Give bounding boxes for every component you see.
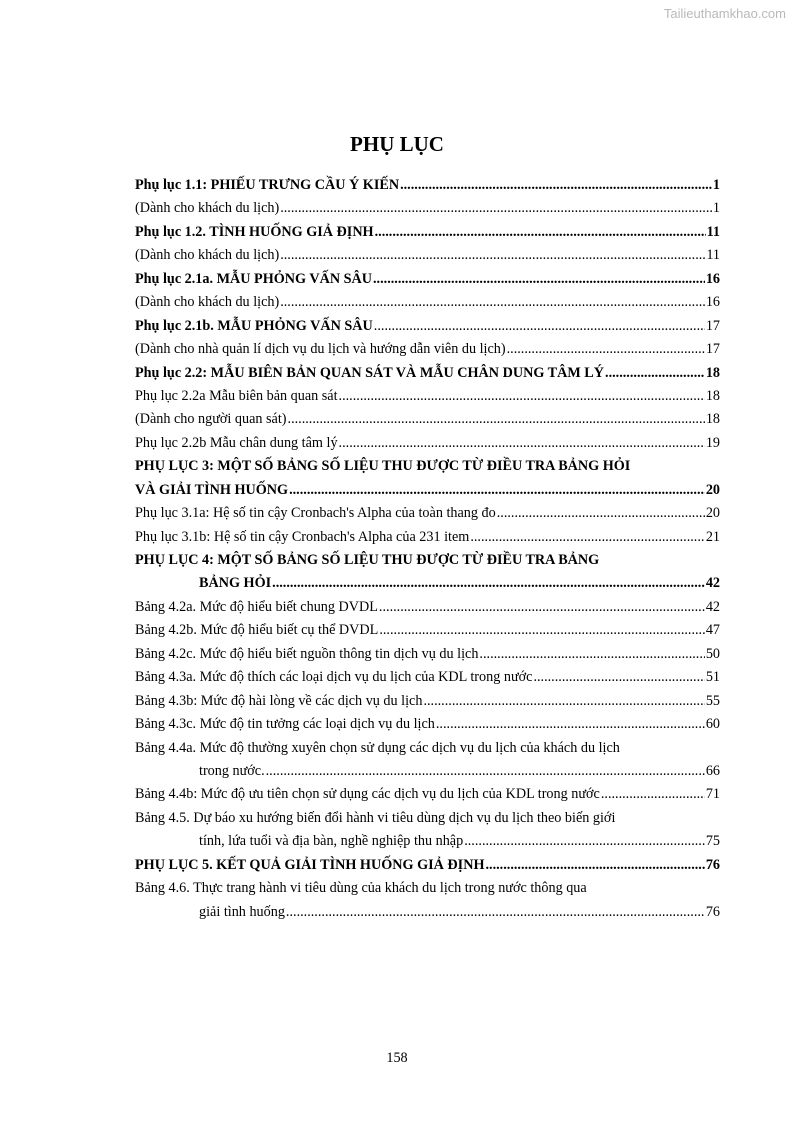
toc-page-number: 11: [706, 247, 720, 264]
toc-page-number: 42: [705, 598, 720, 615]
toc-entry-title: Phụ lục 3.1b: Hệ số tin cậy Cronbach's Alpha của 231 item: [135, 528, 470, 545]
toc-entry[interactable]: [135, 854, 720, 877]
toc-entry-title: VÀ GIẢI TÌNH HUỐNG: [135, 481, 289, 498]
toc-leader-dots: [286, 901, 705, 924]
toc-page-number: 55: [705, 692, 720, 709]
toc-page-number: 75: [705, 833, 720, 850]
toc-entry[interactable]: [135, 502, 720, 525]
toc-entry[interactable]: [135, 713, 720, 736]
toc-page-number: 11: [706, 223, 720, 240]
toc-entry-title: Phụ lục 1.1: PHIẾU TRƯNG CẦU Ý KIẾN: [135, 177, 400, 193]
toc-entry[interactable]: [135, 221, 720, 244]
toc-entry[interactable]: [135, 526, 720, 549]
toc-entry-title: Phụ lục 2.2: MẪU BIÊN BẢN QUAN SÁT VÀ MẪU CHÂN DUNG TÂM LÝ: [135, 364, 605, 381]
toc-entry-title: Phụ lục 2.2b Mẫu chân dung tâm lý: [135, 434, 338, 451]
toc-page-number: 20: [705, 481, 720, 498]
toc-entry-title: tính, lứa tuổi và địa bàn, nghề nghiệp thu nhập: [199, 833, 464, 850]
toc-leader-dots: [280, 244, 705, 267]
toc-entry-title: Bảng 4.2c. Mức độ hiểu biết nguồn thông tin dịch vụ du lịch: [135, 645, 479, 662]
toc-leader-dots: [507, 338, 705, 361]
toc-page-number: 51: [705, 669, 720, 686]
toc-entry[interactable]: [135, 783, 720, 806]
toc-entry-title: (Dành cho nhà quản lí dịch vụ du lịch và hướng dẫn viên du lịch): [135, 341, 506, 358]
toc-leader-dots: [280, 197, 712, 220]
toc-page-number: 76: [705, 903, 720, 920]
toc-entry[interactable]: [135, 408, 720, 431]
toc-entry-title: Bảng 4.3a. Mức độ thích các loại dịch vụ du lịch của KDL trong nước: [135, 669, 533, 686]
toc-leader-dots: [605, 362, 705, 385]
toc-entry-title: Phụ lục 2.2a Mẫu biên bản quan sát: [135, 387, 338, 404]
toc-page-number: 19: [705, 434, 720, 451]
toc-page-number: 16: [705, 270, 720, 287]
toc-entry[interactable]: [135, 619, 720, 642]
toc-entry[interactable]: [135, 666, 720, 689]
toc-entry[interactable]: [135, 244, 720, 267]
toc-leader-dots: [423, 690, 704, 713]
toc-entry[interactable]: [135, 432, 720, 455]
toc-entry-title: trong nước.: [199, 762, 265, 779]
toc-entry-title: Bảng 4.2a. Mức độ hiểu biết chung DVDL: [135, 598, 378, 615]
toc-entry-multiline[interactable]: [135, 877, 720, 924]
toc-entry-title: BẢNG HỎI: [199, 575, 272, 592]
toc-entry[interactable]: [135, 174, 720, 197]
toc-leader-dots: [379, 619, 704, 642]
toc-page-number: 66: [705, 762, 720, 779]
toc-entry-title-line1: Bảng 4.5. Dự báo xu hướng biến đổi hành vi tiêu dùng dịch vụ du lịch theo biến giới: [135, 809, 616, 826]
toc-leader-dots: [266, 760, 705, 783]
toc-page-number: 50: [705, 645, 720, 662]
table-of-contents: [135, 174, 720, 924]
toc-entry-title: giải tình huống: [199, 903, 285, 920]
toc-page-number: 20: [705, 505, 720, 522]
toc-entry-title-line1: Bảng 4.4a. Mức độ thường xuyên chọn sử dụng các dịch vụ du lịch của khách du lịch: [135, 739, 620, 756]
toc-leader-dots: [288, 408, 705, 431]
toc-entry-title: (Dành cho khách du lịch): [135, 294, 280, 311]
toc-page-number: 47: [705, 622, 720, 639]
toc-leader-dots: [485, 854, 704, 877]
toc-leader-dots: [280, 291, 705, 314]
toc-leader-dots: [601, 783, 705, 806]
toc-entry[interactable]: [135, 643, 720, 666]
toc-page-number: 1: [712, 177, 720, 193]
toc-page-number: 60: [705, 716, 720, 733]
toc-entry-multiline[interactable]: [135, 807, 720, 854]
toc-page-number: 21: [705, 528, 720, 545]
toc-entry-title: Bảng 4.3c. Mức độ tin tưởng các loại dịch vụ du lịch: [135, 716, 435, 733]
toc-entry-multiline[interactable]: [135, 737, 720, 784]
toc-entry-title: Phụ lục 3.1a: Hệ số tin cậy Cronbach's Alpha của toàn thang đo: [135, 505, 496, 522]
toc-entry[interactable]: [135, 268, 720, 291]
toc-page-number: 18: [705, 411, 720, 428]
toc-entry-multiline[interactable]: [135, 455, 720, 502]
toc-page-number: 17: [705, 341, 720, 358]
toc-leader-dots: [470, 526, 704, 549]
toc-entry-title-line2: [135, 760, 720, 783]
toc-entry[interactable]: [135, 197, 720, 220]
toc-page-number: 17: [705, 317, 720, 334]
toc-entry[interactable]: [135, 362, 720, 385]
toc-leader-dots: [533, 666, 704, 689]
toc-entry-title-line1: PHỤ LỤC 3: MỘT SỐ BẢNG SỐ LIỆU THU ĐƯỢC TỪ ĐIỀU TRA BẢNG HỎI: [135, 458, 631, 475]
toc-entry-title-line2: [135, 572, 720, 595]
toc-page-number: 18: [705, 364, 720, 381]
toc-entry-title: PHỤ LỤC 5. KẾT QUẢ GIẢI TÌNH HUỐNG GIẢ ĐỊNH: [135, 856, 485, 873]
toc-entry-title-line2: [135, 479, 720, 502]
toc-leader-dots: [479, 643, 704, 666]
toc-entry[interactable]: [135, 338, 720, 361]
toc-leader-dots: [373, 268, 705, 291]
toc-leader-dots: [339, 385, 705, 408]
toc-page-number: 42: [705, 575, 720, 592]
toc-leader-dots: [374, 315, 705, 338]
toc-leader-dots: [436, 713, 705, 736]
toc-leader-dots: [272, 572, 705, 595]
toc-entry[interactable]: [135, 315, 720, 338]
toc-entry-title-line2: [135, 830, 720, 853]
page-number: 158: [386, 1050, 408, 1066]
toc-leader-dots: [339, 432, 705, 455]
toc-entry-title-line1: PHỤ LỤC 4: MỘT SỐ BẢNG SỐ LIỆU THU ĐƯỢC TỪ ĐIỀU TRA BẢNG: [135, 552, 600, 568]
toc-entry[interactable]: [135, 385, 720, 408]
toc-entry-title: (Dành cho khách du lịch): [135, 200, 280, 217]
toc-leader-dots: [464, 830, 705, 853]
toc-entry-title-line2: [135, 901, 720, 924]
watermark: Tailieuthamkhao.com: [663, 6, 786, 21]
toc-entry-title: Bảng 4.4b: Mức độ ưu tiên chọn sử dụng các dịch vụ du lịch của KDL trong nước: [135, 786, 600, 803]
toc-page-number: 71: [705, 786, 720, 803]
toc-entry-title: (Dành cho khách du lịch): [135, 247, 280, 264]
toc-leader-dots: [400, 174, 712, 197]
toc-leader-dots: [289, 479, 705, 502]
toc-entry-title: Bảng 4.3b: Mức độ hài lòng về các dịch vụ du lịch: [135, 692, 423, 709]
toc-page-number: 1: [712, 200, 720, 217]
toc-page-number: 18: [705, 387, 720, 404]
toc-leader-dots: [379, 596, 705, 619]
toc-entry-title: (Dành cho người quan sát): [135, 411, 287, 428]
toc-entry-title: Bảng 4.2b. Mức độ hiểu biết cụ thể DVDL: [135, 622, 379, 639]
toc-page-number: 76: [705, 856, 720, 873]
toc-entry[interactable]: [135, 596, 720, 619]
toc-entry[interactable]: [135, 291, 720, 314]
toc-entry-title: Phụ lục 2.1b. MẪU PHỎNG VẤN SÂU: [135, 317, 373, 334]
page-title: PHỤ LỤC: [350, 132, 444, 156]
toc-entry[interactable]: [135, 690, 720, 713]
toc-page-number: 16: [705, 294, 720, 311]
toc-leader-dots: [497, 502, 705, 525]
toc-entry-multiline[interactable]: [135, 549, 720, 596]
toc-leader-dots: [375, 221, 706, 244]
toc-entry-title-line1: Bảng 4.6. Thực trang hành vi tiêu dùng của khách du lịch trong nước thông qua: [135, 880, 587, 897]
toc-entry-title: Phụ lục 1.2. TÌNH HUỐNG GIẢ ĐỊNH: [135, 223, 374, 240]
toc-entry-title: Phụ lục 2.1a. MẪU PHỎNG VẤN SÂU: [135, 270, 372, 287]
